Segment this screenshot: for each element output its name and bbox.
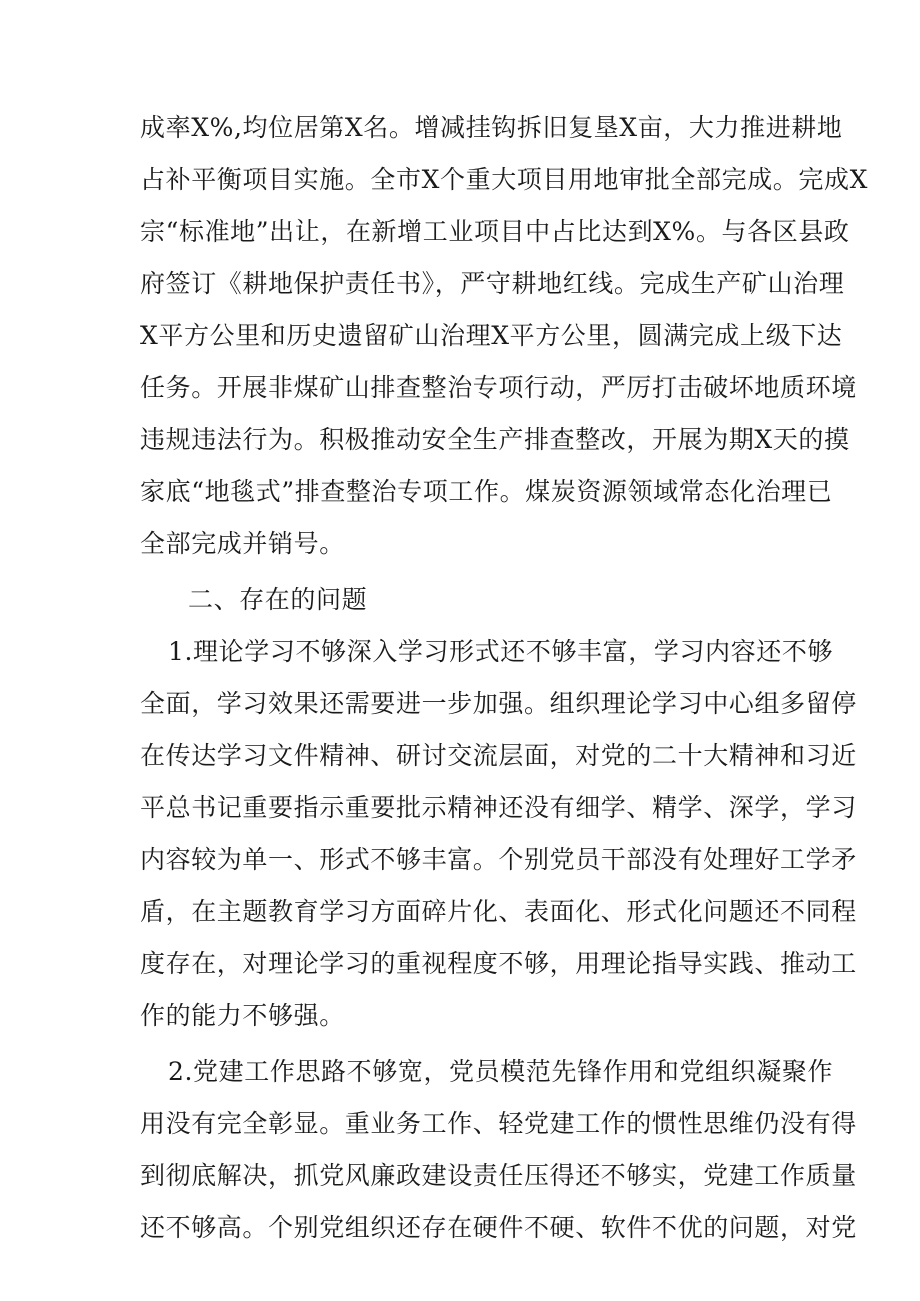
text-line: 全面，学习效果还需要进一步加强。组织理论学习中心组多留停 xyxy=(140,689,857,718)
text-line: 全部完成并销号。 xyxy=(140,529,345,558)
text-line: 在传达学习文件精神、研讨交流层面，对党的二十大精神和习近 xyxy=(140,741,857,770)
text-line: 占补平衡项目实施。全市X个重大项目用地审批全部完成。完成X xyxy=(140,165,868,194)
text-line: 1.理论学习不够深入学习形式还不够丰富，学习内容还不够 xyxy=(168,637,834,666)
text-line: 还不够高。个别党组织还存在硬件不硬、软件不优的问题，对党 xyxy=(140,1213,857,1242)
text-line: 2.党建工作思路不够宽，党员模范先锋作用和党组织凝聚作 xyxy=(168,1057,834,1086)
text-line: 家底“地毯式”排查整治专项工作。煤炭资源领域常态化治理已 xyxy=(140,477,833,506)
text-line: X平方公里和历史遗留矿山治理X平方公里，圆满完成上级下达 xyxy=(140,321,843,350)
text-line: 平总书记重要指示重要批示精神还没有细学、精学、深学，学习 xyxy=(140,793,857,822)
section-heading-problems: 二、存在的问题 xyxy=(188,585,368,614)
text-line: 内容较为单一、形式不够丰富。个别党员干部没有处理好工学矛 xyxy=(140,845,857,874)
text-line: 度存在，对理论学习的重视程度不够，用理论指导实践、推动工 xyxy=(140,949,857,978)
text-line: 作的能力不够强。 xyxy=(140,1001,345,1030)
text-line: 府签订《耕地保护责任书》，严守耕地红线。完成生产矿山治理 xyxy=(140,269,845,298)
text-line: 违规违法行为。积极推动安全生产排查整改，开展为期X天的摸 xyxy=(140,425,850,454)
text-line: 宗“标准地”出让，在新增工业项目中占比达到X%。与各区县政 xyxy=(140,217,850,246)
text-line: 任务。开展非煤矿山排查整治专项行动，严厉打击破坏地质环境 xyxy=(140,373,857,402)
text-line: 到彻底解决，抓党风廉政建设责任压得还不够实，党建工作质量 xyxy=(140,1161,857,1190)
text-line: 成率X%,均位居第X名。增减挂钩拆旧复垦X亩，大力推进耕地 xyxy=(140,113,843,142)
text-line: 用没有完全彰显。重业务工作、轻党建工作的惯性思维仍没有得 xyxy=(140,1109,857,1138)
text-line: 盾，在主题教育学习方面碎片化、表面化、形式化问题还不同程 xyxy=(140,897,857,926)
